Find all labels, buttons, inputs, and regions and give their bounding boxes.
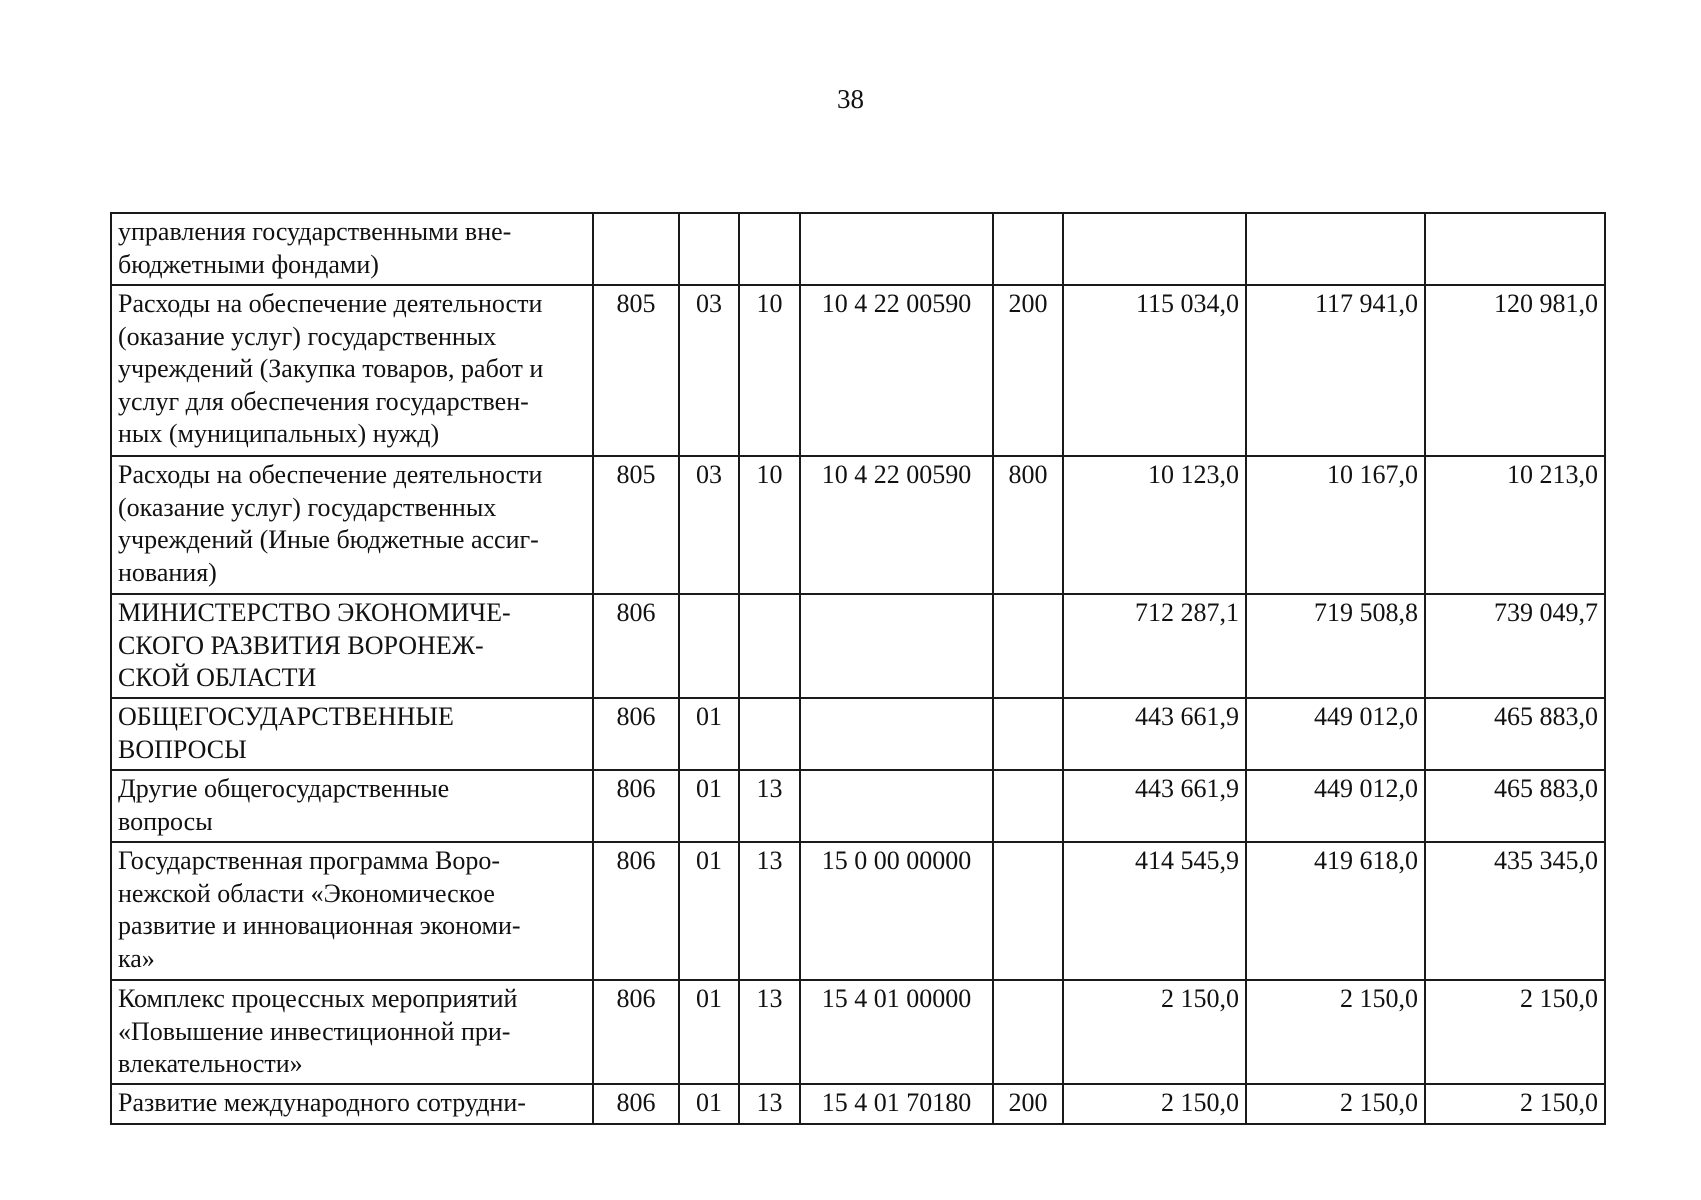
expense-type-code: 200 [993,285,1063,456]
section-code: 01 [679,980,739,1084]
sum-year-2: 419 618,0 [1246,842,1425,980]
sum-year-3: 120 981,0 [1425,285,1605,456]
sum-year-3: 435 345,0 [1425,842,1605,980]
row-name: Другие общегосударственные вопросы [111,770,593,842]
subsection-code: 13 [739,770,800,842]
row-name: Развитие международного сотрудни- [111,1084,593,1124]
ved-code: 806 [593,980,679,1084]
expense-type-code [993,213,1063,285]
section-code: 01 [679,770,739,842]
ved-code: 806 [593,770,679,842]
row-name: Расходы на обеспечение деятельности (оказание услуг) государственных учреждений (Иные бюджетные ассиг- нования) [111,456,593,594]
sum-year-1: 2 150,0 [1063,1084,1246,1124]
ved-code [593,213,679,285]
sum-year-2: 2 150,0 [1246,980,1425,1084]
sum-year-1: 2 150,0 [1063,980,1246,1084]
row-name: ОБЩЕГОСУДАРСТВЕННЫЕ ВОПРОСЫ [111,698,593,770]
sum-year-3: 2 150,0 [1425,980,1605,1084]
ved-code: 805 [593,456,679,594]
expense-type-code [993,594,1063,698]
target-article-code [800,213,993,285]
table-row [111,1084,1605,1124]
target-article-code: 15 4 01 70180 [800,1084,993,1124]
section-code [679,213,739,285]
expense-type-code: 200 [993,1084,1063,1124]
target-article-code: 15 4 01 00000 [800,980,993,1084]
target-article-code: 10 4 22 00590 [800,456,993,594]
expense-type-code: 800 [993,456,1063,594]
page-number: 38 [837,84,864,114]
subsection-code: 10 [739,456,800,594]
subsection-code [739,698,800,770]
target-article-code [800,770,993,842]
row-name: Государственная программа Воро- нежской области «Экономическое развитие и инновационная экономи- ка» [111,842,593,980]
section-code: 01 [679,1084,739,1124]
subsection-code [739,213,800,285]
table-row [111,594,1605,698]
sum-year-2: 117 941,0 [1246,285,1425,456]
row-name: Комплекс процессных мероприятий «Повышение инвестиционной при- влекательности» [111,980,593,1084]
target-article-code [800,594,993,698]
sum-year-3: 2 150,0 [1425,1084,1605,1124]
sum-year-3: 465 883,0 [1425,698,1605,770]
sum-year-3 [1425,213,1605,285]
target-article-code [800,698,993,770]
row-name: МИНИСТЕРСТВО ЭКОНОМИЧЕ- СКОГО РАЗВИТИЯ ВОРОНЕЖ- СКОЙ ОБЛАСТИ [111,594,593,698]
sum-year-1: 115 034,0 [1063,285,1246,456]
table-row [111,980,1605,1084]
expense-type-code [993,698,1063,770]
subsection-code: 13 [739,1084,800,1124]
sum-year-1: 10 123,0 [1063,456,1246,594]
subsection-code: 13 [739,980,800,1084]
row-name: Расходы на обеспечение деятельности (оказание услуг) государственных учреждений (Закупка товаров, работ и услуг для обеспечения государствен- ных (муниципальных) нужд) [111,285,593,456]
ved-code: 806 [593,1084,679,1124]
target-article-code: 15 0 00 00000 [800,842,993,980]
row-name: управления государственными вне- бюджетными фондами) [111,213,593,285]
table-row [111,456,1605,594]
subsection-code: 13 [739,842,800,980]
section-code: 01 [679,698,739,770]
ved-code: 806 [593,594,679,698]
sum-year-1 [1063,213,1246,285]
sum-year-1: 443 661,9 [1063,698,1246,770]
sum-year-2: 719 508,8 [1246,594,1425,698]
table-row [111,842,1605,980]
sum-year-2 [1246,213,1425,285]
section-code [679,594,739,698]
table-row [111,770,1605,842]
sum-year-1: 414 545,9 [1063,842,1246,980]
section-code: 03 [679,285,739,456]
subsection-code: 10 [739,285,800,456]
table-row [111,213,1605,285]
sum-year-3: 465 883,0 [1425,770,1605,842]
expense-type-code [993,980,1063,1084]
subsection-code [739,594,800,698]
sum-year-2: 449 012,0 [1246,698,1425,770]
sum-year-3: 10 213,0 [1425,456,1605,594]
section-code: 01 [679,842,739,980]
table-row [111,285,1605,456]
sum-year-1: 712 287,1 [1063,594,1246,698]
sum-year-2: 449 012,0 [1246,770,1425,842]
sum-year-1: 443 661,9 [1063,770,1246,842]
sum-year-3: 739 049,7 [1425,594,1605,698]
budget-table [110,212,1606,1125]
sum-year-2: 10 167,0 [1246,456,1425,594]
sum-year-2: 2 150,0 [1246,1084,1425,1124]
target-article-code: 10 4 22 00590 [800,285,993,456]
ved-code: 806 [593,842,679,980]
ved-code: 805 [593,285,679,456]
ved-code: 806 [593,698,679,770]
section-code: 03 [679,456,739,594]
expense-type-code [993,842,1063,980]
table-row [111,698,1605,770]
expense-type-code [993,770,1063,842]
